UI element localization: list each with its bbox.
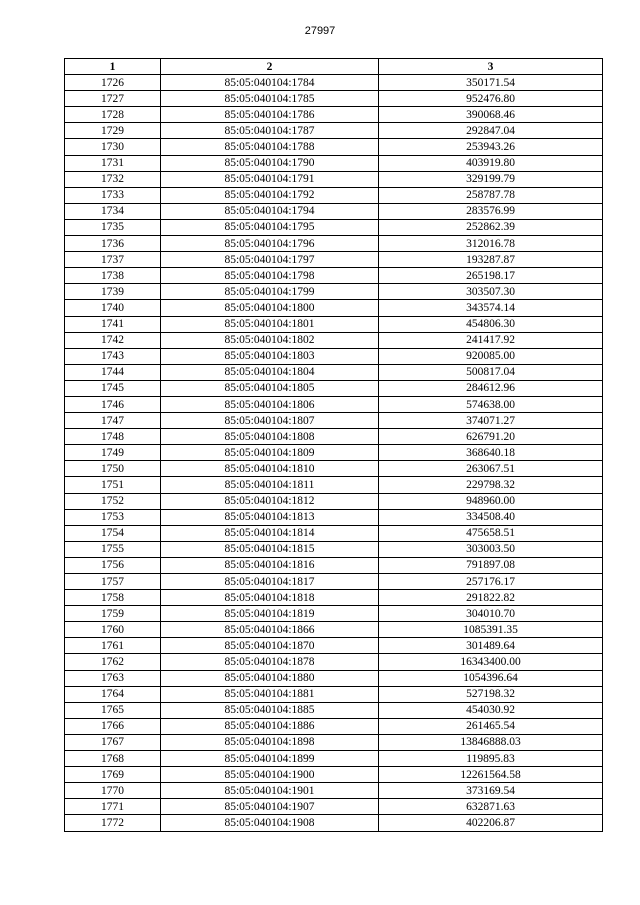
row-number-cell: 1770 [65,783,161,799]
cadastral-number-cell: 85:05:040104:1899 [161,751,379,767]
cadastral-number-cell: 85:05:040104:1792 [161,187,379,203]
cadastral-number-cell: 85:05:040104:1801 [161,316,379,332]
cadastral-number-cell: 85:05:040104:1885 [161,702,379,718]
value-cell: 263067.51 [379,461,603,477]
value-cell: 390068.46 [379,107,603,123]
table-row [65,91,603,107]
value-cell: 475658.51 [379,525,603,541]
value-cell: 574638.00 [379,396,603,412]
value-cell: 265198.17 [379,268,603,284]
cadastral-number-cell: 85:05:040104:1799 [161,284,379,300]
table-row [65,300,603,316]
value-cell: 241417.92 [379,332,603,348]
table-row [65,236,603,252]
cadastral-number-cell: 85:05:040104:1819 [161,606,379,622]
row-number-cell: 1753 [65,509,161,525]
table-row [65,702,603,718]
cadastral-number-cell: 85:05:040104:1798 [161,268,379,284]
value-cell: 13846888.03 [379,734,603,750]
cadastral-number-cell: 85:05:040104:1813 [161,509,379,525]
table-row [65,171,603,187]
table-row [65,686,603,702]
value-cell: 626791.20 [379,429,603,445]
cadastral-number-cell: 85:05:040104:1790 [161,155,379,171]
table-row [65,107,603,123]
value-cell: 791897.08 [379,557,603,573]
row-number-cell: 1726 [65,75,161,91]
cadastral-number-cell: 85:05:040104:1791 [161,171,379,187]
cadastral-number-cell: 85:05:040104:1881 [161,686,379,702]
table-row [65,557,603,573]
table-row [65,396,603,412]
table-row [65,815,603,831]
table-row [65,380,603,396]
row-number-cell: 1740 [65,300,161,316]
value-cell: 261465.54 [379,718,603,734]
cadastral-number-cell: 85:05:040104:1805 [161,380,379,396]
row-number-cell: 1760 [65,622,161,638]
row-number-cell: 1750 [65,461,161,477]
table-row [65,783,603,799]
row-number-cell: 1727 [65,91,161,107]
table-row [65,332,603,348]
table-header [65,59,603,75]
value-cell: 632871.63 [379,799,603,815]
cadastral-number-cell: 85:05:040104:1817 [161,574,379,590]
table-row [65,509,603,525]
column-header-1: 1 [65,59,161,75]
row-number-cell: 1730 [65,139,161,155]
table-row [65,734,603,750]
cadastral-number-cell: 85:05:040104:1898 [161,734,379,750]
cadastral-value-table [64,58,603,832]
value-cell: 193287.87 [379,252,603,268]
table-row [65,75,603,91]
cadastral-number-cell: 85:05:040104:1908 [161,815,379,831]
column-header-2: 2 [161,59,379,75]
cadastral-number-cell: 85:05:040104:1870 [161,638,379,654]
table-row [65,155,603,171]
cadastral-number-cell: 85:05:040104:1795 [161,219,379,235]
cadastral-number-cell: 85:05:040104:1787 [161,123,379,139]
value-cell: 1085391.35 [379,622,603,638]
table-row [65,187,603,203]
cadastral-number-cell: 85:05:040104:1786 [161,107,379,123]
row-number-cell: 1754 [65,525,161,541]
table-row [65,316,603,332]
row-number-cell: 1761 [65,638,161,654]
table-row [65,670,603,686]
header-row [65,59,603,75]
value-cell: 373169.54 [379,783,603,799]
cadastral-number-cell: 85:05:040104:1866 [161,622,379,638]
value-cell: 12261564.58 [379,767,603,783]
cadastral-number-cell: 85:05:040104:1886 [161,718,379,734]
value-cell: 1054396.64 [379,670,603,686]
row-number-cell: 1729 [65,123,161,139]
row-number-cell: 1758 [65,590,161,606]
value-cell: 329199.79 [379,171,603,187]
cadastral-number-cell: 85:05:040104:1803 [161,348,379,364]
cadastral-number-cell: 85:05:040104:1878 [161,654,379,670]
cadastral-number-cell: 85:05:040104:1812 [161,493,379,509]
row-number-cell: 1744 [65,364,161,380]
row-number-cell: 1732 [65,171,161,187]
value-cell: 948960.00 [379,493,603,509]
table-row [65,203,603,219]
cadastral-number-cell: 85:05:040104:1880 [161,670,379,686]
table-row [65,268,603,284]
row-number-cell: 1745 [65,380,161,396]
table-row [65,429,603,445]
row-number-cell: 1764 [65,686,161,702]
row-number-cell: 1772 [65,815,161,831]
row-number-cell: 1768 [65,751,161,767]
row-number-cell: 1756 [65,557,161,573]
cadastral-number-cell: 85:05:040104:1785 [161,91,379,107]
value-cell: 454030.92 [379,702,603,718]
cadastral-number-cell: 85:05:040104:1804 [161,364,379,380]
value-cell: 374071.27 [379,413,603,429]
row-number-cell: 1739 [65,284,161,300]
table-row [65,123,603,139]
value-cell: 257176.17 [379,574,603,590]
row-number-cell: 1766 [65,718,161,734]
row-number-cell: 1728 [65,107,161,123]
cadastral-number-cell: 85:05:040104:1810 [161,461,379,477]
table-row [65,767,603,783]
value-cell: 343574.14 [379,300,603,316]
value-cell: 283576.99 [379,203,603,219]
cadastral-number-cell: 85:05:040104:1907 [161,799,379,815]
table-row [65,445,603,461]
value-cell: 284612.96 [379,380,603,396]
cadastral-number-cell: 85:05:040104:1901 [161,783,379,799]
row-number-cell: 1757 [65,574,161,590]
row-number-cell: 1755 [65,541,161,557]
value-cell: 258787.78 [379,187,603,203]
cadastral-number-cell: 85:05:040104:1784 [161,75,379,91]
table-row [65,590,603,606]
value-cell: 301489.64 [379,638,603,654]
row-number-cell: 1734 [65,203,161,219]
table-row [65,638,603,654]
cadastral-number-cell: 85:05:040104:1806 [161,396,379,412]
row-number-cell: 1771 [65,799,161,815]
row-number-cell: 1731 [65,155,161,171]
row-number-cell: 1743 [65,348,161,364]
cadastral-number-cell: 85:05:040104:1815 [161,541,379,557]
row-number-cell: 1737 [65,252,161,268]
value-cell: 454806.30 [379,316,603,332]
table-row [65,654,603,670]
table-row [65,493,603,509]
cadastral-number-cell: 85:05:040104:1818 [161,590,379,606]
row-number-cell: 1742 [65,332,161,348]
value-cell: 119895.83 [379,751,603,767]
row-number-cell: 1747 [65,413,161,429]
value-cell: 303507.30 [379,284,603,300]
cadastral-number-cell: 85:05:040104:1814 [161,525,379,541]
cadastral-number-cell: 85:05:040104:1900 [161,767,379,783]
value-cell: 16343400.00 [379,654,603,670]
cadastral-number-cell: 85:05:040104:1802 [161,332,379,348]
value-cell: 403919.80 [379,155,603,171]
cadastral-number-cell: 85:05:040104:1794 [161,203,379,219]
value-cell: 252862.39 [379,219,603,235]
table-row [65,219,603,235]
row-number-cell: 1735 [65,219,161,235]
value-cell: 253943.26 [379,139,603,155]
cadastral-number-cell: 85:05:040104:1807 [161,413,379,429]
column-header-3: 3 [379,59,603,75]
table-row [65,477,603,493]
value-cell: 920085.00 [379,348,603,364]
value-cell: 229798.32 [379,477,603,493]
table-row [65,622,603,638]
row-number-cell: 1733 [65,187,161,203]
table-row [65,525,603,541]
row-number-cell: 1752 [65,493,161,509]
page-number: 27997 [304,25,336,37]
table-row [65,364,603,380]
table-row [65,574,603,590]
value-cell: 527198.32 [379,686,603,702]
table-row [65,799,603,815]
row-number-cell: 1748 [65,429,161,445]
value-cell: 334508.40 [379,509,603,525]
value-cell: 402206.87 [379,815,603,831]
cadastral-number-cell: 85:05:040104:1809 [161,445,379,461]
row-number-cell: 1738 [65,268,161,284]
cadastral-number-cell: 85:05:040104:1816 [161,557,379,573]
table-row [65,461,603,477]
value-cell: 304010.70 [379,606,603,622]
value-cell: 303003.50 [379,541,603,557]
row-number-cell: 1762 [65,654,161,670]
table-row [65,284,603,300]
row-number-cell: 1767 [65,734,161,750]
value-cell: 500817.04 [379,364,603,380]
table-row [65,541,603,557]
value-cell: 292847.04 [379,123,603,139]
row-number-cell: 1763 [65,670,161,686]
table-row [65,139,603,155]
table-row [65,413,603,429]
cadastral-number-cell: 85:05:040104:1808 [161,429,379,445]
row-number-cell: 1751 [65,477,161,493]
value-cell: 368640.18 [379,445,603,461]
value-cell: 350171.54 [379,75,603,91]
row-number-cell: 1769 [65,767,161,783]
cadastral-number-cell: 85:05:040104:1797 [161,252,379,268]
value-cell: 952476.80 [379,91,603,107]
table-row [65,751,603,767]
value-cell: 312016.78 [379,236,603,252]
table-row [65,348,603,364]
value-cell: 291822.82 [379,590,603,606]
row-number-cell: 1741 [65,316,161,332]
row-number-cell: 1736 [65,236,161,252]
row-number-cell: 1746 [65,396,161,412]
row-number-cell: 1765 [65,702,161,718]
table-row [65,606,603,622]
cadastral-number-cell: 85:05:040104:1811 [161,477,379,493]
cadastral-number-cell: 85:05:040104:1796 [161,236,379,252]
cadastral-number-cell: 85:05:040104:1788 [161,139,379,155]
table-row [65,718,603,734]
row-number-cell: 1749 [65,445,161,461]
table-row [65,252,603,268]
table-body [65,75,603,831]
cadastral-number-cell: 85:05:040104:1800 [161,300,379,316]
row-number-cell: 1759 [65,606,161,622]
